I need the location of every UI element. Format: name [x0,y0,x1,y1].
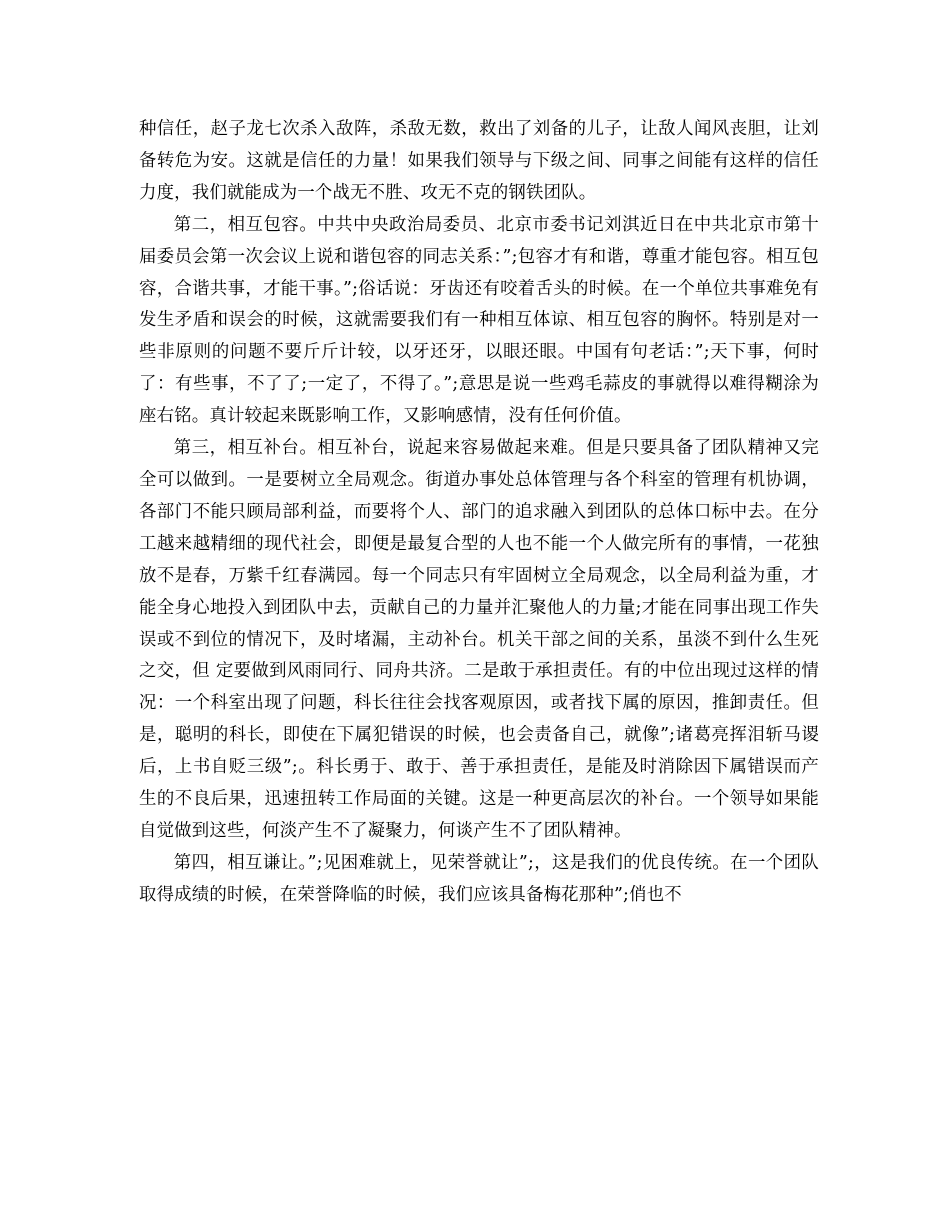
document-body [139,114,819,912]
paragraph-mutual-modesty: 第四，相互谦让。”;见困难就上，见荣誉就让”;，这是我们的优良传统。在一个团队取得成绩的时候，在荣誉降临的时候，我们应该具备梅花那种”;俏也不 [139,852,819,905]
paragraph-mutual-support: 第三，相互补台。相互补台，说起来容易做起来难。但是只要具备了团队精神又完全可以做到。一是要树立全局观念。街道办事处总体管理与各个科室的管理有机协调，各部门不能只顾局部利益，而要将个人、部门的追求融入到团队的总体口标中去。在分工越来越精细的现代社会，即便是最复合型的人也不能一个人做完所有的事情，一花独放不是春，万紫千红春满园。每一个同志只有牢固树立全局观念，以全局利益为重，才能全身心地投入到团队中去，贡献自己的力量并汇聚他人的力量;才能在同事出现工作失误或不到位的情况下，及时堵漏，主动补台。机关干部之间的关系，虽淡不到什么生死之交，但 定要做到风雨同行、同舟共济。二是敢于承担责任。有的中位出现过这样的情况：一个科室出现了问题，科长往往会找客观原因，或者找下属的原因，推卸责任。但是，聪明的科长，即使在下属犯错误的时候，也会责备自己，就像”;诸葛亮挥泪斩马谡后，上书自贬三级”;。科长勇于、敢于、善于承担责任，是能及时消除因下属错误而产生的不良后果，迅速扭转工作局面的关键。这是一种更高层次的补台。一个领导如果能自觉做到这些，何淡产生不了凝聚力，何谈产生不了团队精神。 [139,438,819,841]
paragraph-trust-conclusion: 种信任，赵子龙七次杀入敌阵，杀敌无数，救出了刘备的儿子，让敌人闻风丧胆，让刘备转危为安。这就是信任的力量！如果我们领导与下级之间、同事之间能有这样的信任力度，我们就能成为一个战无不胜、攻无不克的钢铁团队。 [139,119,819,203]
paragraph-mutual-tolerance: 第二，相互包容。中共中央政治局委员、北京市委书记刘淇近日在中共北京市第十届委员会第一次会议上说和谐包容的同志关系：”;包容才有和谐，尊重才能包容。相互包容，合谐共事，才能干事。”;俗话说：牙齿还有咬着舌头的时候。在一个单位共事难免有发生矛盾和误会的时候，这就需要我们有一种相互体谅、相互包容的胸怀。特别是对一些非原则的问题不要斤斤计较，以牙还牙，以眼还眼。中国有句老话：”;天下事，何时了：有些事，不了了;一定了，不得了。”;意思是说一些鸡毛蒜皮的事就得以难得糊涂为座右铭。真计较起来既影响工作，又影响感情，没有任何价值。 [139,214,819,427]
